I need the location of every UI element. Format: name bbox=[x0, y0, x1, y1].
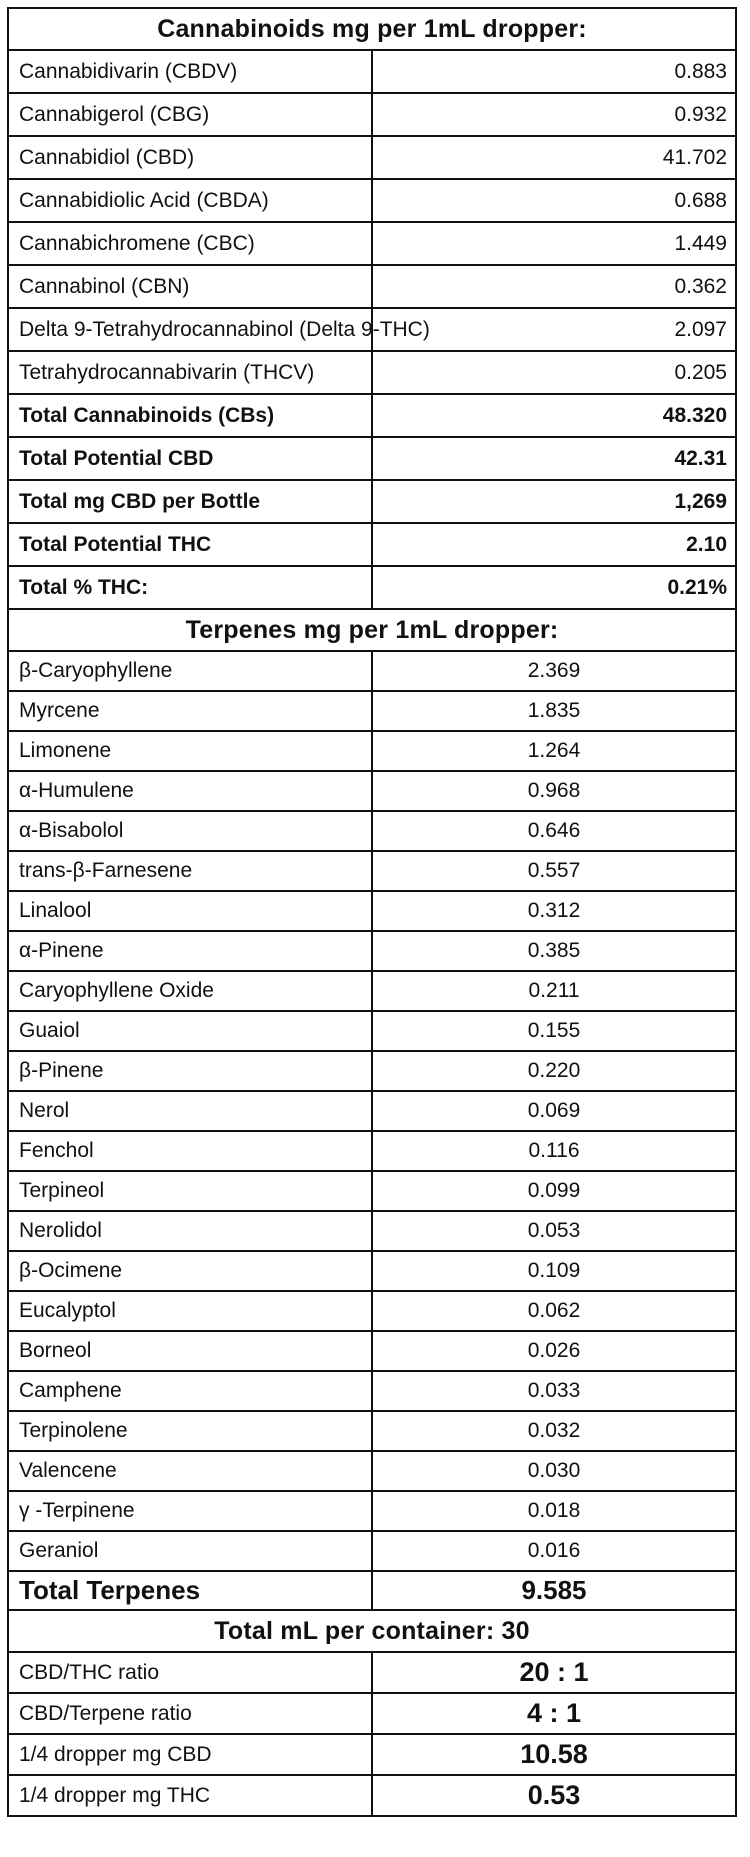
row-name: Valencene bbox=[8, 1451, 372, 1491]
row-value: 0.069 bbox=[372, 1091, 736, 1131]
row-value: 0.033 bbox=[372, 1371, 736, 1411]
table-row bbox=[8, 93, 736, 136]
table-row bbox=[8, 1775, 736, 1816]
row-value: 0.205 bbox=[372, 351, 736, 394]
cannabinoids-header-row bbox=[8, 8, 736, 50]
row-name: Geraniol bbox=[8, 1531, 372, 1571]
row-value: 0.883 bbox=[372, 50, 736, 93]
table-row bbox=[8, 771, 736, 811]
table-row bbox=[8, 931, 736, 971]
row-value: 2.097 bbox=[372, 308, 736, 351]
row-value: 4 : 1 bbox=[372, 1693, 736, 1734]
row-name: α-Bisabolol bbox=[8, 811, 372, 851]
table-row bbox=[8, 179, 736, 222]
total-row bbox=[8, 566, 736, 609]
row-value: 0.062 bbox=[372, 1291, 736, 1331]
row-name: Myrcene bbox=[8, 691, 372, 731]
total-value: 1,269 bbox=[372, 480, 736, 523]
row-name: Cannabidiolic Acid (CBDA) bbox=[8, 179, 372, 222]
row-name: Cannabigerol (CBG) bbox=[8, 93, 372, 136]
row-name: Cannabidivarin (CBDV) bbox=[8, 50, 372, 93]
row-value: 10.58 bbox=[372, 1734, 736, 1775]
row-name: 1/4 dropper mg CBD bbox=[8, 1734, 372, 1775]
row-value: 0.032 bbox=[372, 1411, 736, 1451]
table-row bbox=[8, 1734, 736, 1775]
total-terpenes-value: 9.585 bbox=[372, 1571, 736, 1610]
terpenes-header: Terpenes mg per 1mL dropper: bbox=[8, 609, 736, 651]
table-row bbox=[8, 651, 736, 691]
row-name: Caryophyllene Oxide bbox=[8, 971, 372, 1011]
table-row bbox=[8, 265, 736, 308]
row-name: Borneol bbox=[8, 1331, 372, 1371]
row-name: trans-β-Farnesene bbox=[8, 851, 372, 891]
table-row bbox=[8, 1652, 736, 1693]
total-name: Total Cannabinoids (CBs) bbox=[8, 394, 372, 437]
table-row bbox=[8, 1331, 736, 1371]
row-value: 0.53 bbox=[372, 1775, 736, 1816]
total-value: 0.21% bbox=[372, 566, 736, 609]
row-value: 1.264 bbox=[372, 731, 736, 771]
table-row bbox=[8, 1451, 736, 1491]
row-value: 0.211 bbox=[372, 971, 736, 1011]
table-row bbox=[8, 1491, 736, 1531]
total-name: Total Potential CBD bbox=[8, 437, 372, 480]
table-row bbox=[8, 308, 736, 351]
table-row bbox=[8, 1411, 736, 1451]
row-name: CBD/Terpene ratio bbox=[8, 1693, 372, 1734]
row-value: 0.688 bbox=[372, 179, 736, 222]
row-name: Cannabinol (CBN) bbox=[8, 265, 372, 308]
total-name: Total % THC: bbox=[8, 566, 372, 609]
total-row bbox=[8, 437, 736, 480]
row-name: Nerolidol bbox=[8, 1211, 372, 1251]
row-name: Delta 9-Tetrahydrocannabinol (Delta 9-THC) bbox=[8, 308, 372, 351]
row-value: 0.312 bbox=[372, 891, 736, 931]
table-row bbox=[8, 351, 736, 394]
table-row bbox=[8, 811, 736, 851]
table-row bbox=[8, 891, 736, 931]
row-value: 0.026 bbox=[372, 1331, 736, 1371]
total-value: 2.10 bbox=[372, 523, 736, 566]
row-name: CBD/THC ratio bbox=[8, 1652, 372, 1693]
row-name: Terpinolene bbox=[8, 1411, 372, 1451]
total-row bbox=[8, 523, 736, 566]
table-row bbox=[8, 222, 736, 265]
row-value: 0.155 bbox=[372, 1011, 736, 1051]
table-row bbox=[8, 851, 736, 891]
row-name: β-Pinene bbox=[8, 1051, 372, 1091]
row-name: Cannabidiol (CBD) bbox=[8, 136, 372, 179]
table-row bbox=[8, 1251, 736, 1291]
total-terpenes-row bbox=[8, 1571, 736, 1610]
row-name: γ -Terpinene bbox=[8, 1491, 372, 1531]
table-row bbox=[8, 1091, 736, 1131]
table-row bbox=[8, 1131, 736, 1171]
table-row bbox=[8, 1693, 736, 1734]
row-value: 0.099 bbox=[372, 1171, 736, 1211]
total-value: 48.320 bbox=[372, 394, 736, 437]
row-value: 20 : 1 bbox=[372, 1652, 736, 1693]
row-value: 0.968 bbox=[372, 771, 736, 811]
table-row bbox=[8, 1531, 736, 1571]
row-name: β-Caryophyllene bbox=[8, 651, 372, 691]
row-value: 0.109 bbox=[372, 1251, 736, 1291]
row-name: Nerol bbox=[8, 1091, 372, 1131]
row-value: 0.646 bbox=[372, 811, 736, 851]
table-row bbox=[8, 691, 736, 731]
row-value: 0.030 bbox=[372, 1451, 736, 1491]
row-name: Camphene bbox=[8, 1371, 372, 1411]
terpenes-header-row bbox=[8, 609, 736, 651]
container-header: Total mL per container: 30 bbox=[8, 1610, 736, 1652]
row-name: α-Humulene bbox=[8, 771, 372, 811]
row-name: Guaiol bbox=[8, 1011, 372, 1051]
lab-results-table bbox=[7, 7, 737, 1817]
table-row bbox=[8, 1211, 736, 1251]
row-value: 0.220 bbox=[372, 1051, 736, 1091]
row-value: 0.557 bbox=[372, 851, 736, 891]
total-name: Total Potential THC bbox=[8, 523, 372, 566]
table-row bbox=[8, 1171, 736, 1211]
row-value: 0.362 bbox=[372, 265, 736, 308]
row-value: 0.053 bbox=[372, 1211, 736, 1251]
container-header-row bbox=[8, 1610, 736, 1652]
row-value: 0.116 bbox=[372, 1131, 736, 1171]
row-name: Terpineol bbox=[8, 1171, 372, 1211]
table-row bbox=[8, 50, 736, 93]
row-name: Linalool bbox=[8, 891, 372, 931]
total-row bbox=[8, 394, 736, 437]
row-name: Eucalyptol bbox=[8, 1291, 372, 1331]
table-row bbox=[8, 1051, 736, 1091]
row-value: 0.932 bbox=[372, 93, 736, 136]
row-value: 0.018 bbox=[372, 1491, 736, 1531]
total-terpenes-label: Total Terpenes bbox=[8, 1571, 372, 1610]
lab-results-sheet bbox=[7, 7, 737, 1817]
table-row bbox=[8, 1011, 736, 1051]
row-name: Fenchol bbox=[8, 1131, 372, 1171]
total-value: 42.31 bbox=[372, 437, 736, 480]
row-value: 0.016 bbox=[372, 1531, 736, 1571]
row-name: Limonene bbox=[8, 731, 372, 771]
table-row bbox=[8, 1291, 736, 1331]
row-name: α-Pinene bbox=[8, 931, 372, 971]
row-name: β-Ocimene bbox=[8, 1251, 372, 1291]
row-name: Tetrahydrocannabivarin (THCV) bbox=[8, 351, 372, 394]
row-value: 1.449 bbox=[372, 222, 736, 265]
row-value: 0.385 bbox=[372, 931, 736, 971]
table-row bbox=[8, 1371, 736, 1411]
row-value: 1.835 bbox=[372, 691, 736, 731]
table-row bbox=[8, 136, 736, 179]
table-row bbox=[8, 971, 736, 1011]
row-value: 41.702 bbox=[372, 136, 736, 179]
total-row bbox=[8, 480, 736, 523]
row-name: 1/4 dropper mg THC bbox=[8, 1775, 372, 1816]
total-name: Total mg CBD per Bottle bbox=[8, 480, 372, 523]
table-row bbox=[8, 731, 736, 771]
row-name: Cannabichromene (CBC) bbox=[8, 222, 372, 265]
cannabinoids-header: Cannabinoids mg per 1mL dropper: bbox=[8, 8, 736, 50]
row-value: 2.369 bbox=[372, 651, 736, 691]
